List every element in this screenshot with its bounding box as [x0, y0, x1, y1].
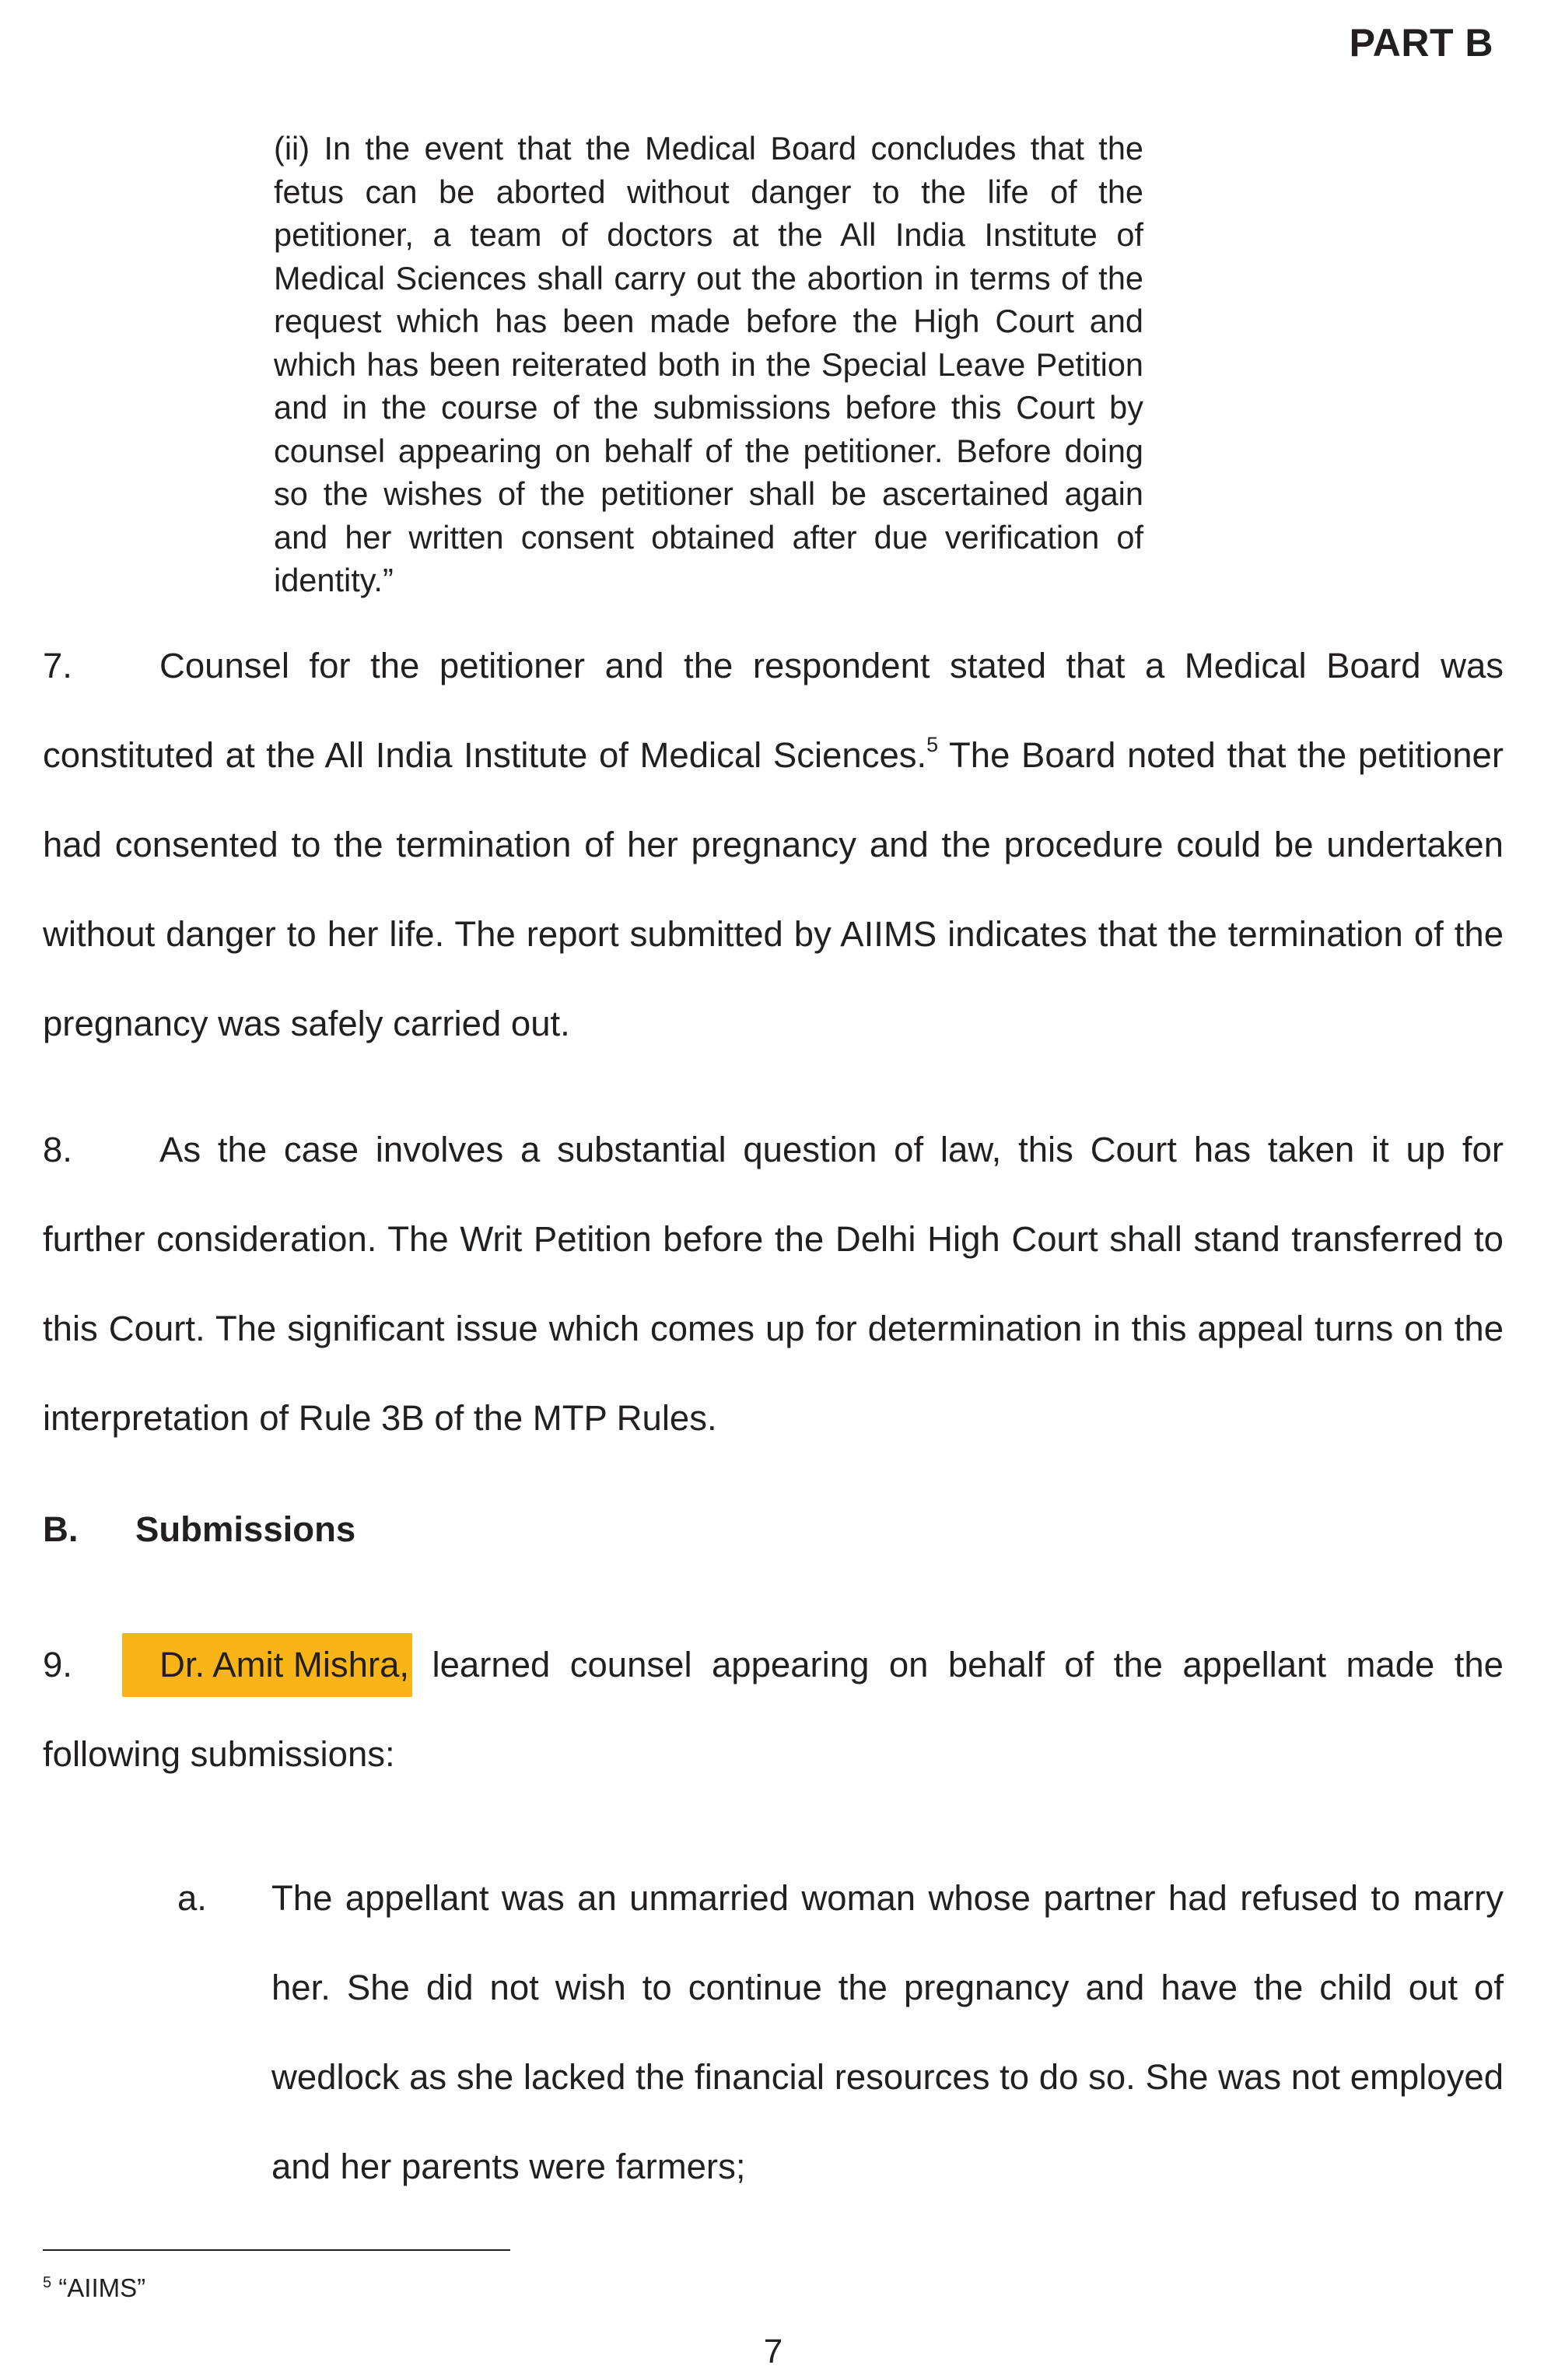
block-quote: (ii) In the event that the Medical Board concludes that the fetus can be aborted without danger to the life of the petitioner, a team of doctors at the All India Institute of Medical Sciences shall carry out the abortion in terms of the request which has been made before the High Court and which has been reiterated both in the Special Leave Petition and in the course of the submissions before this Court by counsel appearing on behalf of the petitioner. Before doing so the wishes of the petitioner shall be ascertained again and her written consent obtained after due verification of identity.” — [274, 130, 1143, 598]
paragraph-8 — [43, 1105, 1504, 1463]
footnote-divider — [43, 2249, 510, 2251]
paragraph-9 — [43, 1620, 1504, 1799]
highlighted-name[interactable]: Dr. Amit Mishra, — [122, 1633, 412, 1697]
section-letter: B. — [43, 1509, 79, 1549]
footnote — [43, 2273, 145, 2303]
sub-paragraph-marker: a. — [177, 1878, 207, 1918]
part-label: PART B — [1349, 21, 1493, 65]
paragraph-text: Counsel for the petitioner and the respondent stated that a Medical Board was constituted at the All India Institute of Medical Sciences. — [43, 646, 1504, 775]
paragraph-text-continued: The Board noted that the petitioner had consented to the termination of her pregnancy and the procedure could be undertaken without danger to her life. The report submitted by AIIMS indicates that the termination of the pregnancy was safely carried out. — [43, 735, 1504, 1043]
footnote-reference[interactable]: 5 — [926, 733, 939, 756]
sub-paragraph-a — [177, 1853, 1504, 2211]
sub-paragraph-text: The appellant was an unmarried woman whose partner had refused to marry her. She did not wish to continue the pregnancy and have the child out of wedlock as she lacked the financial resources to do so. She was not employed and her parents were farmers; — [271, 1878, 1504, 2186]
page-number: 7 — [763, 2333, 783, 2371]
paragraph-number: 7. — [43, 646, 72, 685]
footnote-number: 5 — [43, 2274, 52, 2291]
paragraph-number: 8. — [43, 1130, 72, 1169]
footnote-text: “AIIMS” — [51, 2273, 146, 2302]
paragraph-text: learned counsel appearing on behalf of the appellant made the following submissions: — [43, 1645, 1504, 1774]
paragraph-text: As the case involves a substantial question of law, this Court has taken it up for further consideration. The Writ Petition before the Delhi High Court shall stand transferred to this Court. The significant issue which comes up for determination in this appeal turns on the interpretation of Rule 3B of the MTP Rules. — [43, 1130, 1504, 1438]
section-title: Submissions — [135, 1509, 356, 1549]
paragraph-number: 9. — [43, 1645, 72, 1684]
section-heading — [43, 1509, 355, 1550]
paragraph-7 — [43, 621, 1504, 1068]
